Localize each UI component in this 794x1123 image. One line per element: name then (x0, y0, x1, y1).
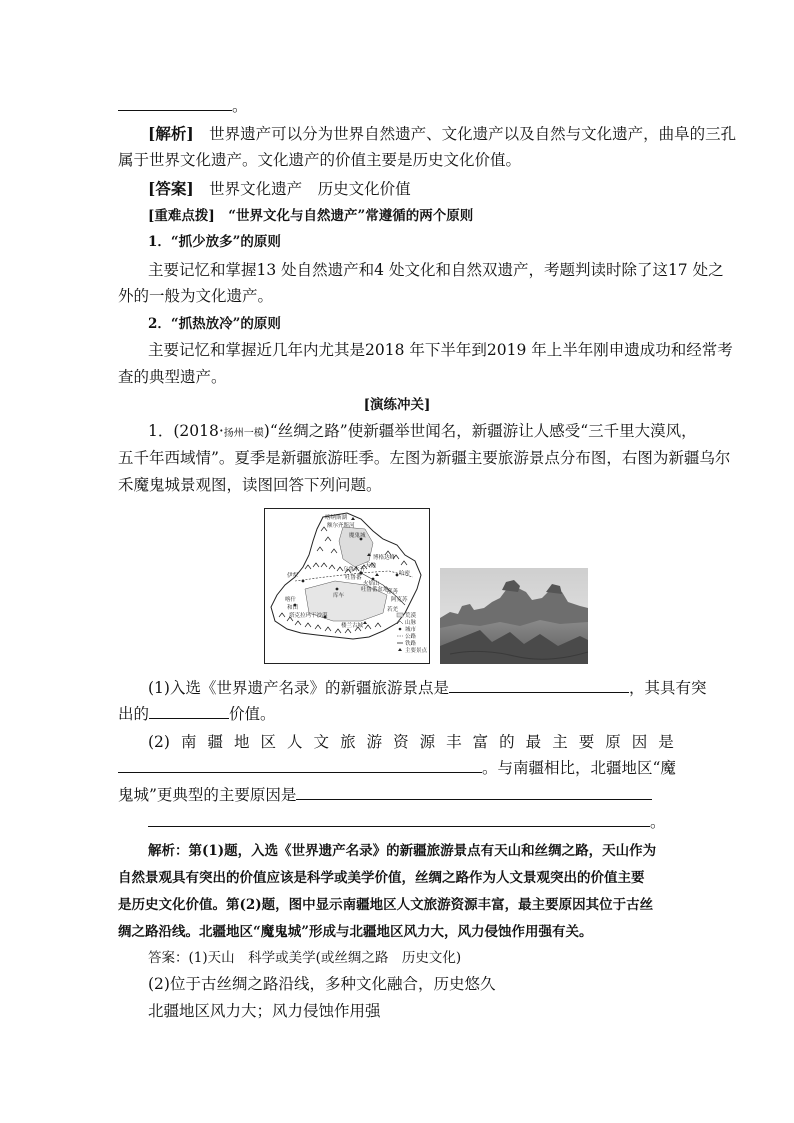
analysis-line-2: 属于世界文化遗产。文化遗产的价值主要是历史文化价值。 (118, 151, 522, 169)
answer-line: [答案] 世界文化遗产 历史文化价值 (148, 179, 411, 198)
subq2-line-4: 。 (148, 811, 666, 833)
fill-blank (118, 757, 482, 773)
map-label: 鄯善 (387, 589, 399, 595)
fill-blank (296, 784, 652, 800)
rule1-line-2: 外的一般为文化遗产。 (118, 287, 274, 305)
svg-text:山脉: 山脉 (405, 620, 417, 626)
rule2-title: 2．“抓热放冷”的原则 (148, 316, 281, 332)
question-line-1: 1．(2018·扬州一模)“丝绸之路”使新疆举世闻名，新疆游让人感受“三千里大漠风， (148, 422, 697, 440)
map-label: 魔鬼城 (349, 533, 366, 539)
map-label: 阿克苏 (391, 597, 408, 603)
question-line-3: 禾魔鬼城景观图，读图回答下列问题。 (118, 476, 382, 494)
fill-blank (148, 811, 650, 827)
fill-blank (149, 703, 229, 719)
rule2-line-1: 主要记忆和掌握近几年内尤其是2018 年下半年到2019 年上半年刚申遗成功和经常考 (148, 341, 733, 359)
svg-text:主要景点: 主要景点 (405, 648, 428, 654)
answer2-line-1: 答案：(1)天山 科学或美学(或丝绸之路 历史文化) (148, 950, 462, 966)
map-label: 额尔齐斯河 (327, 523, 355, 529)
map-label: 哈密 (399, 571, 411, 577)
map-label: 若羌 (387, 607, 399, 613)
subq2-line-3: 鬼城”更典型的主要原因是 (118, 784, 652, 806)
subq1-line-1: (1)入选《世界遗产名录》的新疆旅游景点是 ，其具有突 (148, 679, 707, 697)
map-label: 火焰山 (363, 581, 380, 587)
subq2-line-2: 。与南疆相比，北疆地区“魔 (118, 757, 676, 779)
map-label: 楼兰古城 (341, 623, 364, 629)
map-label: 博格达峰 (373, 555, 396, 561)
rule1-line-1: 主要记忆和掌握13 处自然遗产和4 处文化和自然双遗产，考题判读时除了这17 处之 (148, 261, 724, 279)
map-label: 乌鲁木齐 (343, 567, 366, 573)
section-title: [演练冲关] (363, 397, 431, 413)
rule1-title: 1．“抓少放多”的原则 (148, 234, 281, 250)
ghost-city-landscape (440, 568, 588, 664)
question-source: 扬州一模 (223, 428, 264, 439)
analysis-tag: [解析] (148, 124, 194, 143)
svg-text:铁路: 铁路 (405, 641, 417, 647)
svg-text:城市: 城市 (405, 627, 417, 633)
answer-blank-line: 。 (118, 95, 248, 117)
xinjiang-map-figure (264, 508, 430, 664)
fill-blank (449, 677, 629, 693)
analysis-paragraph: [解析] 世界遗产可以分为世界自然遗产、文化遗产以及自然与文化遗产，曲阜的三孔 (148, 124, 737, 143)
svg-text:荒漠: 荒漠 (405, 613, 417, 619)
map-label: 喀纳斯湖 (325, 515, 348, 521)
analysis2-line-1: 解析：第(1)题，入选《世界遗产名录》的新疆旅游景点有天山和丝绸之路，天山作为 (148, 843, 657, 859)
keypoint-heading: [重难点拨] “世界文化与自然遗产”常遵循的两个原则 (148, 208, 474, 224)
map-label: 吐鲁番 (345, 575, 362, 581)
map-label: 库车 (333, 593, 345, 599)
map-label: 喀什 (285, 597, 297, 603)
map-label: 和田 (287, 605, 299, 611)
analysis2-line-2: 自然景观具有突出的价值应该是科学或美学价值，丝绸之路作为人文景观突出的价值主要 (118, 870, 645, 886)
answer2-line-2: (2)位于古丝绸之路沿线，多种文化融合，历史悠久 (148, 975, 496, 993)
analysis2-line-3: 是历史文化价值。第(2)题，图中显示南疆地区人文旅游资源丰富，最主要原因其位于古丝 (118, 897, 654, 913)
question-line-2: 五千年西域情”。夏季是新疆旅游旺季。左图为新疆主要旅游景点分布图，右图为新疆乌尔 (118, 449, 731, 467)
answer-tag: [答案] (148, 179, 194, 198)
analysis2-line-4: 绸之路沿线。北疆地区“魔鬼城”形成与北疆地区风力大，风力侵蚀作用强有关。 (118, 924, 593, 940)
subq1-line-2: 出的 价值。 (118, 705, 276, 723)
map-label: 伊犁 (287, 573, 299, 579)
subq2-line-1: (2) 南 疆 地 区 人 文 旅 游 资 源 丰 富 的 最 主 要 原 因 是 (148, 733, 674, 751)
map-label: 塔克拉玛干沙漠 (289, 613, 328, 619)
svg-text:公路: 公路 (405, 634, 417, 640)
map-label: 吐鲁番盆地 (361, 587, 389, 593)
fill-blank (118, 95, 232, 111)
answer2-line-3: 北疆地区风力大；风力侵蚀作用强 (148, 1002, 381, 1020)
ghost-city-photo (440, 568, 588, 664)
map-label: 天池 (365, 563, 377, 569)
xinjiang-map (265, 509, 429, 663)
rule2-line-2: 查的典型遗产。 (118, 368, 227, 386)
